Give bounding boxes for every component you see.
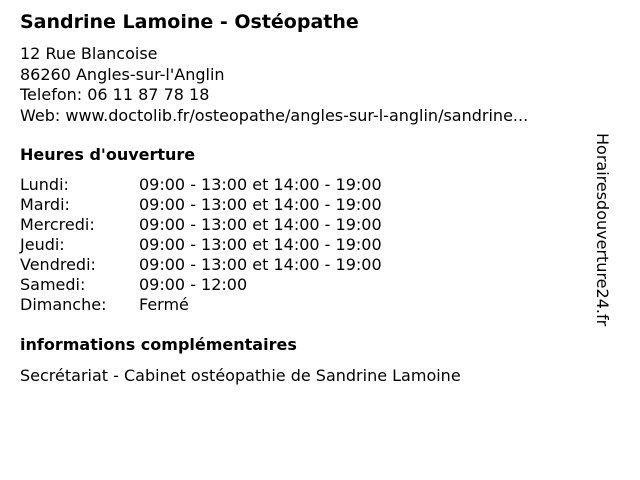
page-title: Sandrine Lamoine - Ostéopathe (20, 11, 359, 33)
additional-info-text: Secrétariat - Cabinet ostéopathie de Sandrine Lamoine (20, 366, 461, 385)
day-label: Dimanche: (20, 295, 107, 314)
phone-number: Telefon: 06 11 87 78 18 (20, 85, 210, 104)
day-label: Mardi: (20, 195, 70, 214)
time-value: 09:00 - 13:00 et 14:00 - 19:00 (139, 175, 382, 194)
time-value: 09:00 - 13:00 et 14:00 - 19:00 (139, 195, 382, 214)
time-value: 09:00 - 12:00 (139, 275, 248, 294)
opening-hours-heading: Heures d'ouverture (20, 145, 196, 164)
time-value: 09:00 - 13:00 et 14:00 - 19:00 (139, 235, 382, 254)
time-value: 09:00 - 13:00 et 14:00 - 19:00 (139, 255, 382, 274)
time-value: Fermé (139, 295, 189, 314)
city-address: 86260 Angles-sur-l'Anglin (20, 64, 225, 84)
time-value: 09:00 - 13:00 et 14:00 - 19:00 (139, 215, 382, 234)
day-label: Mercredi: (20, 215, 95, 234)
day-label: Lundi: (20, 175, 69, 194)
contact-block (20, 44, 528, 126)
website-link: Web: www.doctolib.fr/osteopathe/angles-sur-l-anglin/sandrine... (20, 105, 529, 125)
day-label: Vendredi: (20, 255, 96, 274)
site-watermark (593, 133, 634, 347)
day-label: Jeudi: (20, 235, 65, 254)
watermark-text: Horairesdouverture24.fr (593, 133, 612, 327)
street-address: 12 Rue Blancoise (20, 44, 158, 63)
additional-info-heading: informations complémentaires (20, 335, 297, 354)
day-label: Samedi: (20, 275, 86, 294)
